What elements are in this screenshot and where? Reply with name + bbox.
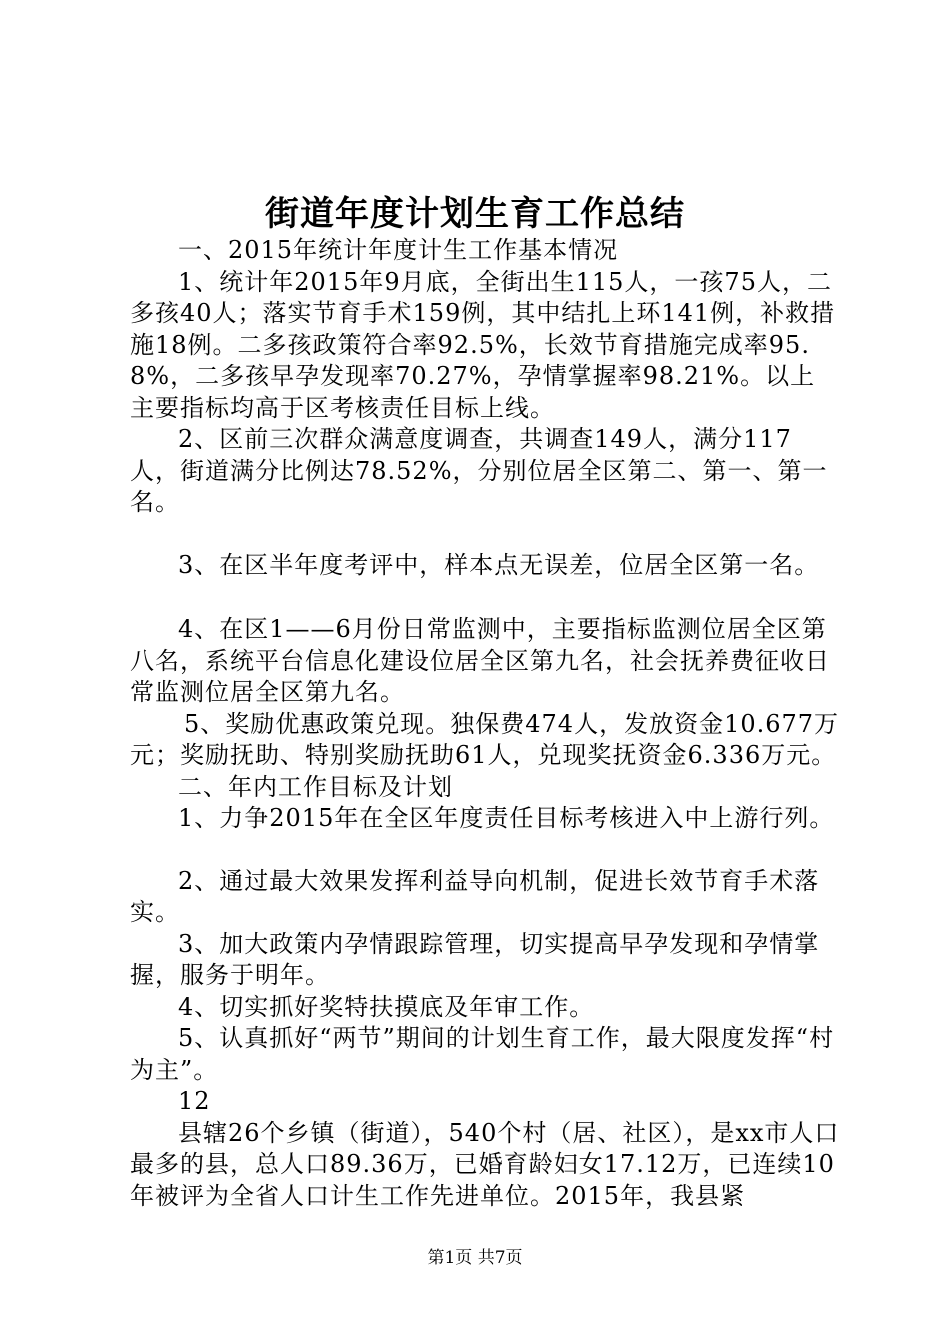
blank-line	[130, 581, 840, 614]
section-heading-1: 一、2015年统计年度计生工作基本情况	[178, 236, 619, 264]
plan-item-1: 1、力争2015年在全区年度责任目标考核进入中上游行列。	[178, 804, 835, 832]
paragraph-item-2: 2、区前三次群众满意度调查，共调查149人，满分117人，街道满分比例达78.52%，分别位居全区第二、第一、第一名。	[130, 425, 828, 516]
section-heading-2: 二、年内工作目标及计划	[178, 772, 453, 801]
paragraph-item-4: 4、在区1——6月份日常监测中，主要指标监测位居全区第八名，系统平台信息化建设位居全区第九名，社会抚养费征收日常监测位居全区第九名。	[130, 615, 830, 706]
paragraph-item-1: 1、统计年2015年9月底，全街出生115人，一孩75人，二多孩40人；落实节育手术159例，其中结扎上环141例，补救措施18例。二多孩政策符合率92.5%，长效节育措施完成率95.8%，二多孩早孕发现率70.27%，孕情掌握率98.21%。以上主要指标均高于区考核责任目标上线。	[130, 267, 836, 422]
paragraph-number: 12	[178, 1087, 211, 1115]
county-overview-paragraph: 县辖26个乡镇（街道），540个村（居、社区），是xx市人口最多的县，总人口89.36万，已婚育龄妇女17.12万，已连续10年被评为全省人口计生工作先进单位。2015年，我县紧	[130, 1118, 840, 1210]
paragraph-item-3: 3、在区半年度考评中，样本点无误差，位居全区第一名。	[178, 550, 820, 579]
blank-line	[130, 519, 840, 550]
plan-item-4: 4、切实抓好奖特扶摸底及年审工作。	[178, 992, 595, 1021]
page-footer: 第1页 共7页	[427, 1248, 523, 1268]
paragraph-item-5: 5、奖励优惠政策兑现。独保费474人，发放资金10.677万元；奖励抚助、特别奖励抚助61人，兑现奖抚资金6.336万元。	[130, 709, 840, 769]
plan-item-2: 2、通过最大效果发挥利益导向机制，促进长效节育手术落实。	[130, 866, 820, 926]
blank-line	[130, 835, 840, 866]
plan-item-5: 5、认真抓好“两节”期间的计划生育工作，最大限度发挥“村为主”。	[130, 1024, 835, 1084]
document-body	[130, 235, 840, 1212]
plan-item-3: 3、加大政策内孕情跟踪管理，切实提高早孕发现和孕情掌握，服务于明年。	[130, 929, 820, 989]
document-title: 街道年度计划生育工作总结	[265, 194, 685, 234]
